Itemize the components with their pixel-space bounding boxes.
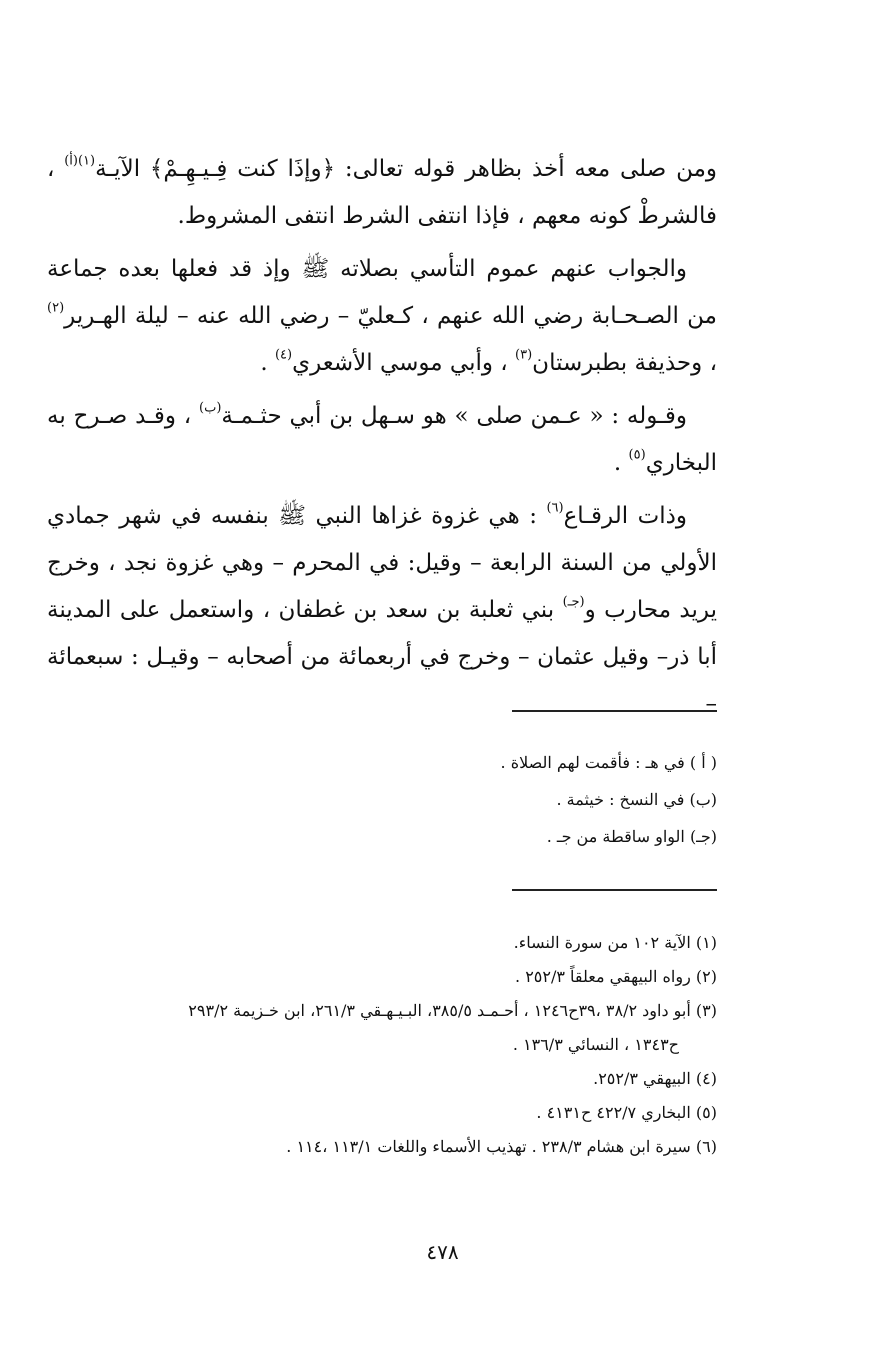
- page-number: ٤٧٨: [426, 1240, 459, 1264]
- footnote-ref-6: (٦): [546, 500, 564, 516]
- footnote-ref-jeem: (جـ): [562, 594, 585, 610]
- variant-note-b: (ب) في النسخ : خيثمة .: [556, 790, 717, 809]
- footnote-5: (٥) البخاري ٤٢٢/٧ ح٤١٣١ .: [536, 1103, 717, 1122]
- paragraph-3-text-b: ، وقـد صـرح به البخاري: [47, 403, 717, 476]
- paragraph-2-text-a: والجواب عنهم عموم التأسي بصلاته ﷺ وإذ قد فعلها بعده جماعة من الصـحـابة رضي الله عنهم ، كـعليّ – رضي الله عنه – ليلة الهـرير: [47, 256, 717, 329]
- paragraph-1-text-b: ، فالشرطْ كونه معهم ، فإذا انتفى الشرط انتفى المشروط.: [47, 156, 717, 229]
- footnote-ref-5: (٥): [628, 447, 646, 463]
- variant-notes: [47, 744, 717, 855]
- paragraph-4-text-c: بني ثعلبة بن سعد بن غطفان ، واستعمل على المدينة أبا ذر– وقيل عثمان – وخرج في أربعمائة من أصحابه – وقيـل : سبعمائة –: [47, 597, 717, 717]
- footnote-3-continuation: ح١٣٤٣ ، النسائي ١٣٦/٣ .: [512, 1035, 679, 1054]
- paragraph-3-text-a: وقـوله : « عـمن صلى » هو سـهل بن أبي حثـمـة: [221, 403, 687, 429]
- footnote-ref-4: (٤): [274, 347, 293, 363]
- variant-note-a: ( أ ) في هـ : فأقمت لهم الصلاة .: [500, 753, 717, 772]
- footnote-3: (٣) أبو داود ٣٨/٢ ،٣٩ح١٢٤٦ ، أحـمـد ٣٨٥/٥، البـيـهـقي ٢٦١/٣، ابن خـزيمة ٢٩٣/٢: [188, 1001, 717, 1020]
- paragraph-2-text-b: ، وحذيفة بطبرستان: [532, 350, 717, 376]
- paragraph-1-text-a: ومن صلى معه أخذ بظاهر قوله تعالى: ﴿وإذَا كنت فِـيـهِـمْ﴾ الآيـة: [95, 156, 718, 182]
- paragraph-1: [47, 146, 717, 240]
- paragraph-3-text-c: .: [613, 450, 629, 476]
- paragraph-2: [47, 246, 717, 387]
- paragraph-2-text-d: .: [260, 350, 275, 376]
- paragraph-4: [47, 493, 717, 728]
- footnote-6: (٦) سيرة ابن هشام ٢٣٨/٣ . تهذيب الأسماء واللغات ١١٣/١ ،١١٤ .: [286, 1137, 717, 1156]
- main-text-body: [47, 146, 717, 728]
- footnote-ref-2: (٢): [47, 300, 65, 316]
- paragraph-4-text-a: وذات الرقـاع: [563, 503, 687, 529]
- footnotes-divider: [512, 889, 717, 891]
- footnote-ref-3: (٣): [515, 347, 533, 363]
- footnotes: [47, 926, 717, 1164]
- footnote-4: (٤) البيهقي ٢٥٢/٣.: [593, 1069, 717, 1088]
- paragraph-4-text-b: : هي غزوة غزاها النبي ﷺ بنفسه في شهر جمادي الأولي من السنة الرابعة – وقيل: في المحرم – وهي غزوة نجد ، وخرج يريد محارب و: [47, 503, 717, 623]
- footnote-ref-1-a: (١)(أ): [64, 153, 96, 169]
- variant-note-jeem: (جـ) الواو ساقطة من جـ .: [546, 827, 717, 846]
- footnote-1: (١) الآية ١٠٢ من سورة النساء.: [513, 933, 717, 952]
- footnote-2: (٢) رواه البيهقي معلقاً ٢٥٢/٣ .: [515, 967, 717, 986]
- paragraph-3: [47, 393, 717, 487]
- paragraph-2-text-c: ، وأبي موسي الأشعري: [292, 350, 516, 376]
- variant-notes-divider: [512, 710, 717, 712]
- footnote-ref-b: (ب): [199, 400, 222, 416]
